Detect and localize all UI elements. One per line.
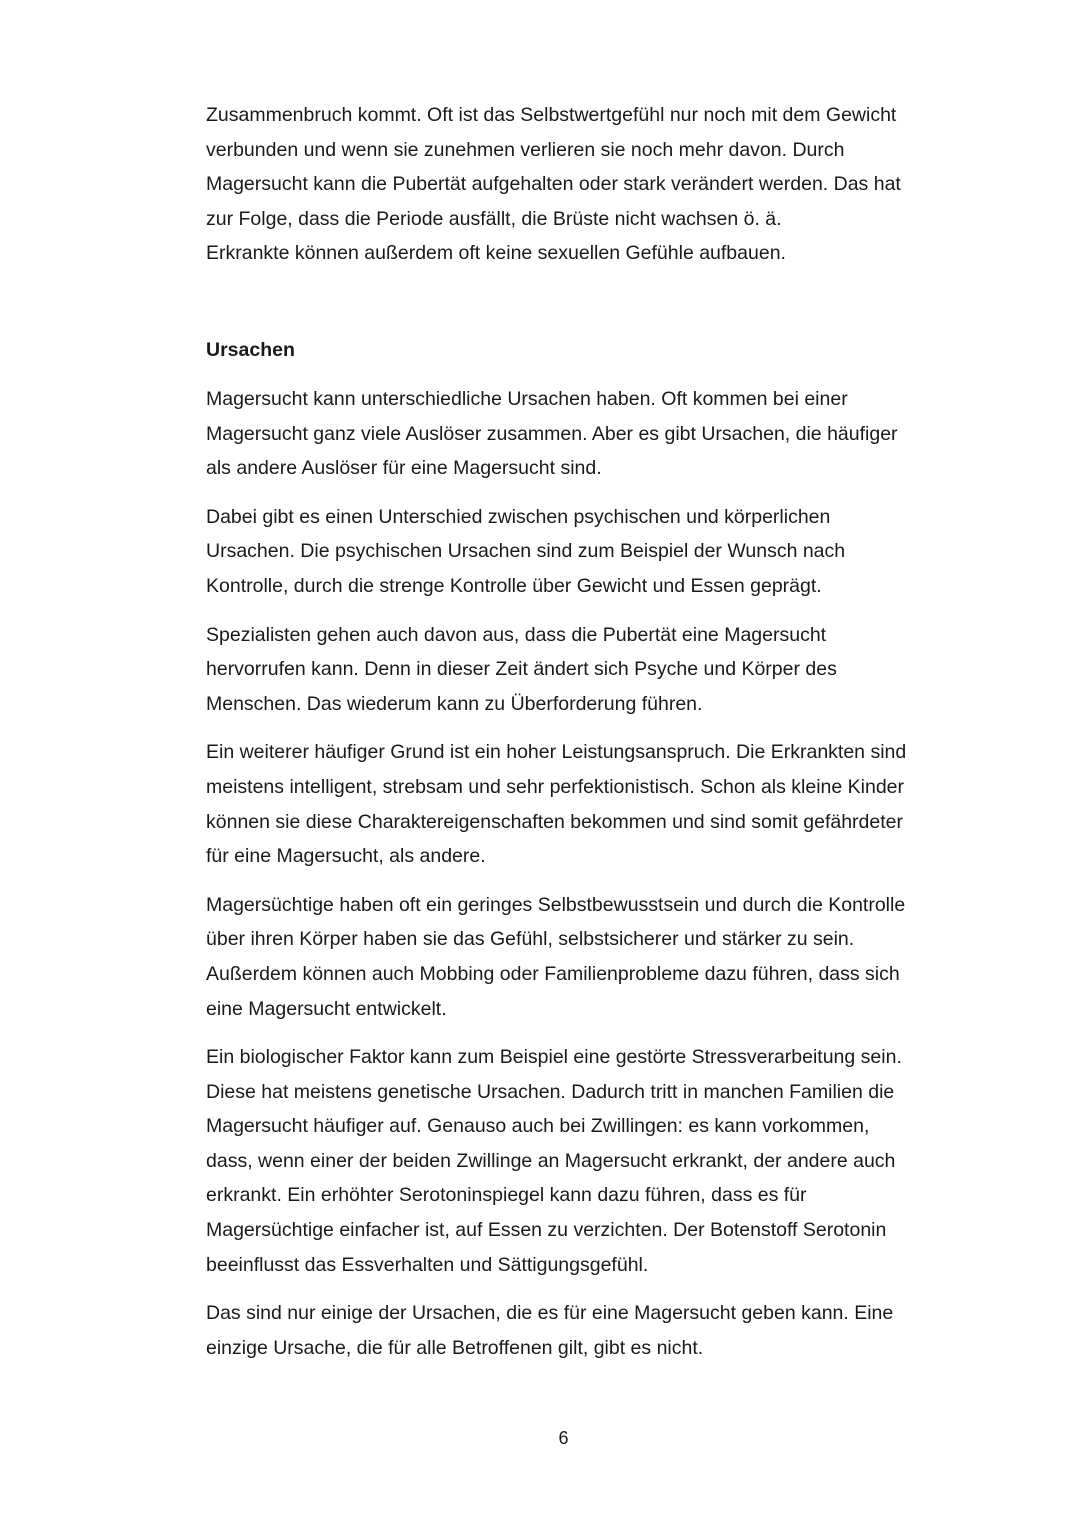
text-line: Das sind nur einige der Ursachen, die es für eine Magersucht geben kann. Eine (206, 1302, 894, 1325)
paragraph (206, 1040, 936, 1282)
text-line: Außerdem können auch Mobbing oder Familienprobleme dazu führen, dass sich (206, 962, 900, 985)
text-line: Menschen. Das wiederum kann zu Überforderung führen. (206, 692, 703, 715)
text-line: Magersucht kann die Pubertät aufgehalten oder stark verändert werden. Das hat (206, 173, 901, 196)
paragraph (206, 382, 936, 486)
text-line: erkrankt. Ein erhöhter Serotoninspiegel kann dazu führen, dass es für (206, 1184, 807, 1207)
text-line: zur Folge, dass die Periode ausfällt, die Brüste nicht wachsen ö. ä. (206, 207, 782, 230)
paragraph (206, 735, 936, 873)
text-line: Ein weiterer häufiger Grund ist ein hoher Leistungsanspruch. Die Erkrankten sind (206, 741, 907, 764)
paragraph (206, 500, 936, 604)
text-line: Spezialisten gehen auch davon aus, dass die Pubertät eine Magersucht (206, 623, 827, 646)
section-body (206, 382, 936, 1379)
section-heading: Ursachen (206, 339, 295, 361)
text-line: für eine Magersucht, als andere. (206, 845, 486, 868)
text-line: Magersucht häufiger auf. Genauso auch bei Zwillingen: es kann vorkommen, (206, 1115, 870, 1138)
text-line: Ursachen. Die psychischen Ursachen sind zum Beispiel der Wunsch nach (206, 540, 846, 563)
paragraph (206, 618, 936, 722)
text-line: Kontrolle, durch die strenge Kontrolle über Gewicht und Essen geprägt. (206, 574, 822, 597)
text-line: über ihren Körper haben sie das Gefühl, selbstsicherer und stärker zu sein. (206, 928, 855, 951)
text-line: dass, wenn einer der beiden Zwillinge an Magersucht erkrankt, der andere auch (206, 1149, 896, 1172)
page-number: 6 (558, 1428, 569, 1448)
text-line: als andere Auslöser für eine Magersucht sind. (206, 457, 602, 480)
text-line: Erkrankte können außerdem oft keine sexuellen Gefühle aufbauen. (206, 242, 786, 265)
text-line: Diese hat meistens genetische Ursachen. Dadurch tritt in manchen Familien die (206, 1080, 895, 1103)
text-line: Dabei gibt es einen Unterschied zwischen psychischen und körperlichen (206, 505, 831, 528)
text-line: Zusammenbruch kommt. Oft ist das Selbstwertgefühl nur noch mit dem Gewicht (206, 104, 897, 126)
text-line: Magersucht kann unterschiedliche Ursachen haben. Oft kommen bei einer (206, 388, 848, 410)
text-line: Magersüchtige haben oft ein geringes Selbstbewusstsein und durch die Kontrolle (206, 893, 906, 916)
text-line: hervorrufen kann. Denn in dieser Zeit ändert sich Psyche und Körper des (206, 658, 837, 681)
text-line: Ein biologischer Faktor kann zum Beispiel eine gestörte Stressverarbeitung sein. (206, 1046, 902, 1069)
text-line: eine Magersucht entwickelt. (206, 997, 447, 1020)
text-line: meistens intelligent, strebsam und sehr perfektionistisch. Schon als kleine Kinder (206, 775, 905, 798)
paragraph (206, 888, 936, 1026)
text-line: beeinflusst das Essverhalten und Sättigungsgefühl. (206, 1253, 649, 1276)
paragraph (206, 1296, 936, 1365)
intro-paragraph (206, 98, 936, 271)
text-line: einzige Ursache, die für alle Betroffenen gilt, gibt es nicht. (206, 1336, 704, 1359)
text-line: verbunden und wenn sie zunehmen verlieren sie noch mehr davon. Durch (206, 138, 845, 161)
text-line: Magersüchtige einfacher ist, auf Essen zu verzichten. Der Botenstoff Serotonin (206, 1219, 887, 1242)
text-line: Magersucht ganz viele Auslöser zusammen. Aber es gibt Ursachen, die häufiger (206, 422, 898, 445)
text-line: können sie diese Charaktereigenschaften bekommen und sind somit gefährdeter (206, 810, 904, 833)
